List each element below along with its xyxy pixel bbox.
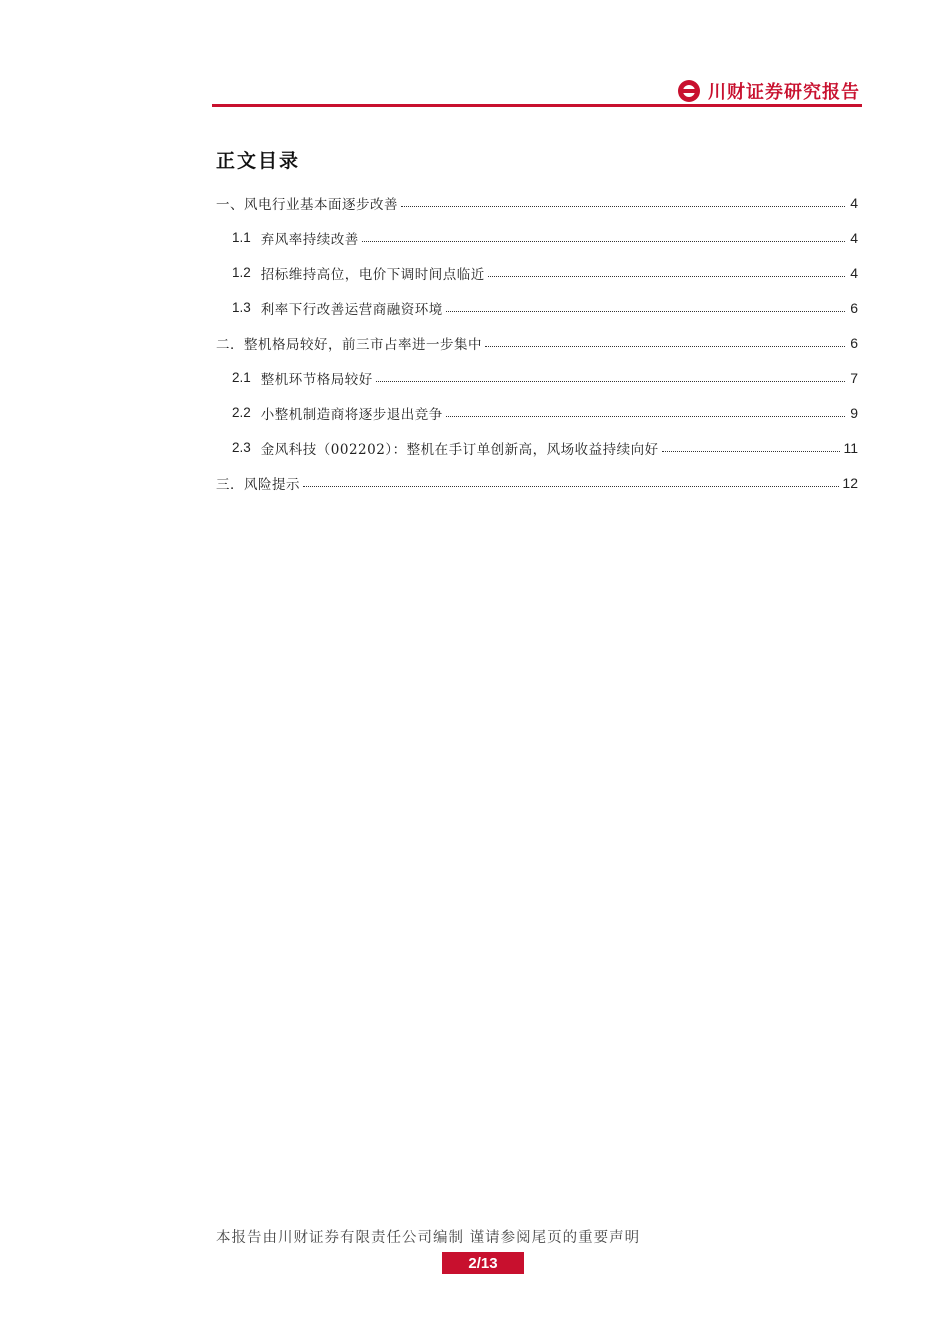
toc-entry[interactable]: [216, 325, 858, 360]
toc-page-number: 7: [850, 369, 858, 386]
toc-page-number: 4: [850, 264, 858, 281]
toc-entry-text: 三．风险提示: [216, 476, 300, 493]
toc-entry-text: 二．整机格局较好，前三市占率进一步集中: [216, 336, 482, 353]
toc-leader-dots: [401, 206, 845, 207]
toc-entry[interactable]: [216, 430, 858, 465]
toc-section-number: 2.2: [232, 405, 251, 420]
toc-entry[interactable]: [216, 395, 858, 430]
toc-entry[interactable]: [216, 290, 858, 325]
chuancai-logo-icon: [678, 80, 700, 102]
toc-leader-dots: [303, 486, 839, 487]
toc-leader-dots: [488, 276, 845, 277]
toc-section-number: 1.2: [232, 265, 251, 280]
toc-leader-dots: [662, 451, 841, 452]
toc-section-number: 2.3: [232, 440, 251, 455]
toc-entry-text: 弃风率持续改善: [260, 231, 359, 248]
toc-page-number: 6: [850, 299, 858, 316]
toc-leader-dots: [362, 241, 845, 242]
header-divider: [212, 104, 862, 107]
footer-disclaimer: 本报告由川财证券有限责任公司编制 谨请参阅尾页的重要声明: [216, 1230, 641, 1246]
page-indicator: 2/13: [442, 1252, 524, 1274]
toc-entry[interactable]: [216, 255, 858, 290]
toc-entry-text: 招标维持高位，电价下调时间点临近: [260, 266, 485, 283]
toc-entry-text: 整机环节格局较好: [260, 371, 373, 388]
brand-name: 川财证券研究报告: [708, 82, 860, 103]
toc-entry[interactable]: [216, 465, 858, 500]
toc-entry-text: 一、风电行业基本面逐步改善: [216, 196, 398, 213]
toc-entry[interactable]: [216, 220, 858, 255]
toc-page-number: 12: [842, 474, 858, 491]
toc-title: 正文目录: [216, 150, 301, 172]
toc-section-number: 2.1: [232, 370, 251, 385]
toc-page-number: 9: [850, 404, 858, 421]
toc-page-number: 4: [850, 194, 858, 211]
toc-leader-dots: [485, 346, 845, 347]
toc-leader-dots: [446, 311, 845, 312]
header-brand: [678, 78, 860, 104]
toc-entry-text: 利率下行改善运营商融资环境: [260, 301, 443, 318]
table-of-contents: [216, 185, 858, 500]
toc-entry-text: 金风科技（002202）：整机在手订单创新高，风场收益持续向好: [260, 441, 659, 458]
toc-page-number: 4: [850, 229, 858, 246]
toc-page-number: 11: [843, 439, 858, 456]
toc-page-number: 6: [850, 334, 858, 351]
toc-leader-dots: [376, 381, 845, 382]
toc-entry-text: 小整机制造商将逐步退出竞争: [260, 406, 443, 423]
toc-leader-dots: [446, 416, 845, 417]
toc-section-number: 1.3: [232, 300, 251, 315]
toc-entry[interactable]: [216, 360, 858, 395]
toc-entry[interactable]: [216, 185, 858, 220]
toc-section-number: 1.1: [232, 230, 251, 245]
